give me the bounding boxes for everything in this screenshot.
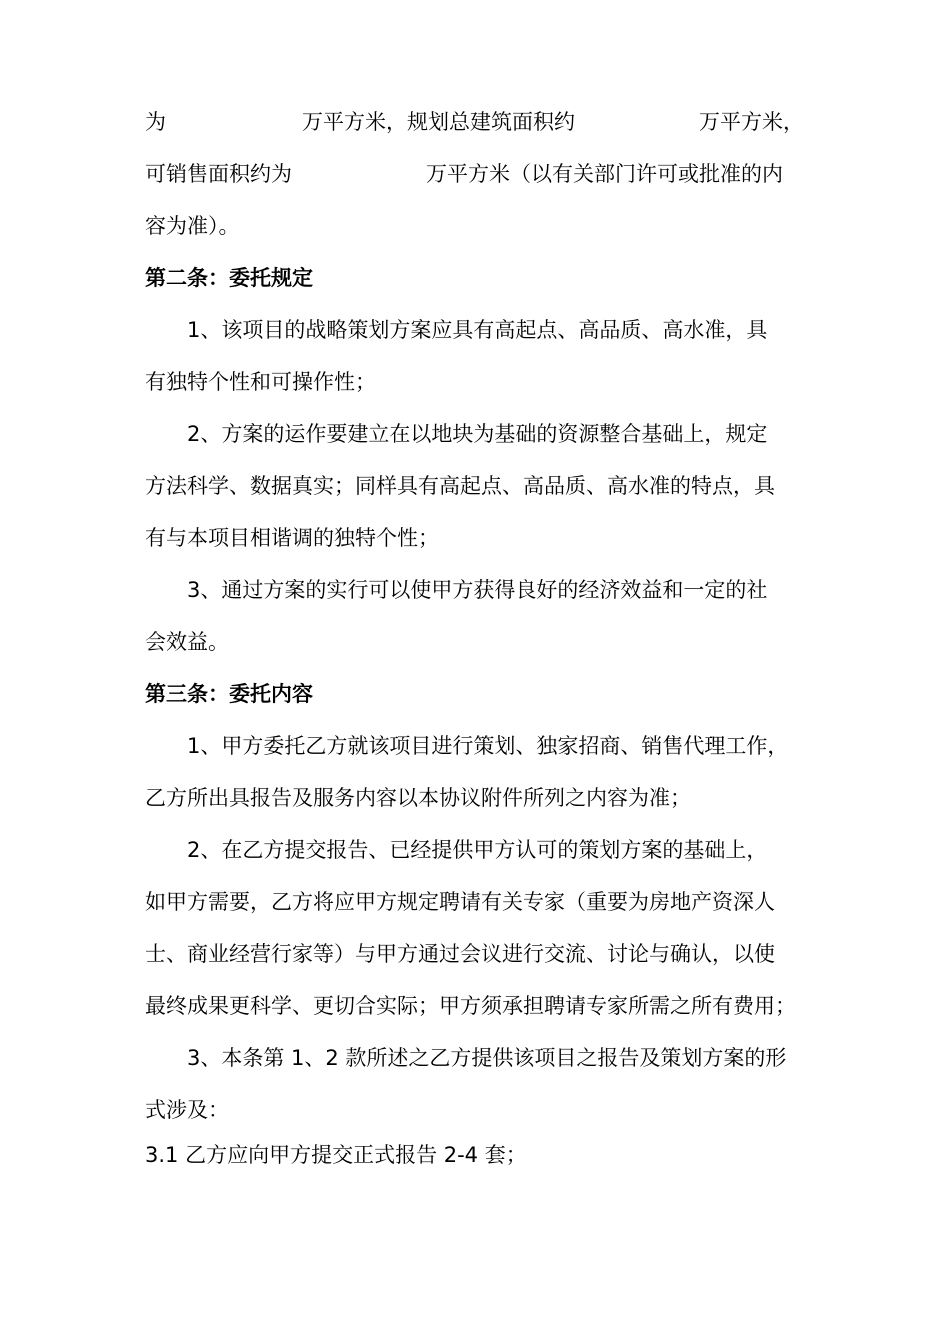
- paragraph-line: 3、本条第 1、2 款所述之乙方提供该项目之报告及策划方案的形: [187, 1046, 787, 1070]
- paragraph-line: 2、方案的运作要建立在以地块为基础的资源整合基础上，规定: [187, 422, 768, 446]
- text-fragment: 万平方米，: [699, 110, 804, 134]
- paragraph-line: 1、甲方委托乙方就该项目进行策划、独家招商、销售代理工作，: [187, 734, 789, 758]
- text-fragment: 万平方米，规划总建筑面积约: [302, 110, 575, 134]
- paragraph-line: 会效益。: [145, 630, 229, 654]
- paragraph-line: 士、商业经营行家等）与甲方通过会议进行交流、讨论与确认，以使: [145, 942, 775, 966]
- text-fragment: 为: [145, 110, 166, 134]
- paragraph-line: 3.1 乙方应向甲方提交正式报告 2-4 套；: [145, 1143, 527, 1167]
- paragraph-line: 2、在乙方提交报告、已经提供甲方认可的策划方案的基础上，: [187, 838, 768, 862]
- text-fragment: 可销售面积约为: [145, 162, 292, 186]
- paragraph-line: 式涉及：: [145, 1098, 229, 1122]
- paragraph-line: [145, 107, 817, 137]
- section-heading: 第二条：委托规定: [145, 266, 313, 290]
- paragraph-line: 如甲方需要，乙方将应甲方规定聘请有关专家（重要为房地产资深人: [145, 890, 775, 914]
- paragraph-line: 容为准）。: [145, 214, 240, 238]
- paragraph-line: 方法科学、数据真实；同样具有高起点、高品质、高水准的特点，具: [145, 474, 775, 498]
- paragraph-line: 乙方所出具报告及服务内容以本协议附件所列之内容为准；: [145, 786, 691, 810]
- paragraph-line: 最终成果更科学、更切合实际；甲方须承担聘请专家所需之所有费用；: [145, 994, 796, 1018]
- paragraph-line: [145, 159, 817, 189]
- paragraph-line: 有独特个性和可操作性；: [145, 370, 376, 394]
- paragraph-line: 1、该项目的战略策划方案应具有高起点、高品质、高水准，具: [187, 318, 768, 342]
- text-fragment: 万平方米（以有关部门许可或批准的内: [426, 162, 783, 186]
- paragraph-line: 有与本项目相谐调的独特个性；: [145, 526, 439, 550]
- section-heading: 第三条：委托内容: [145, 682, 313, 706]
- paragraph-line: 3、通过方案的实行可以使甲方获得良好的经济效益和一定的社: [187, 578, 768, 602]
